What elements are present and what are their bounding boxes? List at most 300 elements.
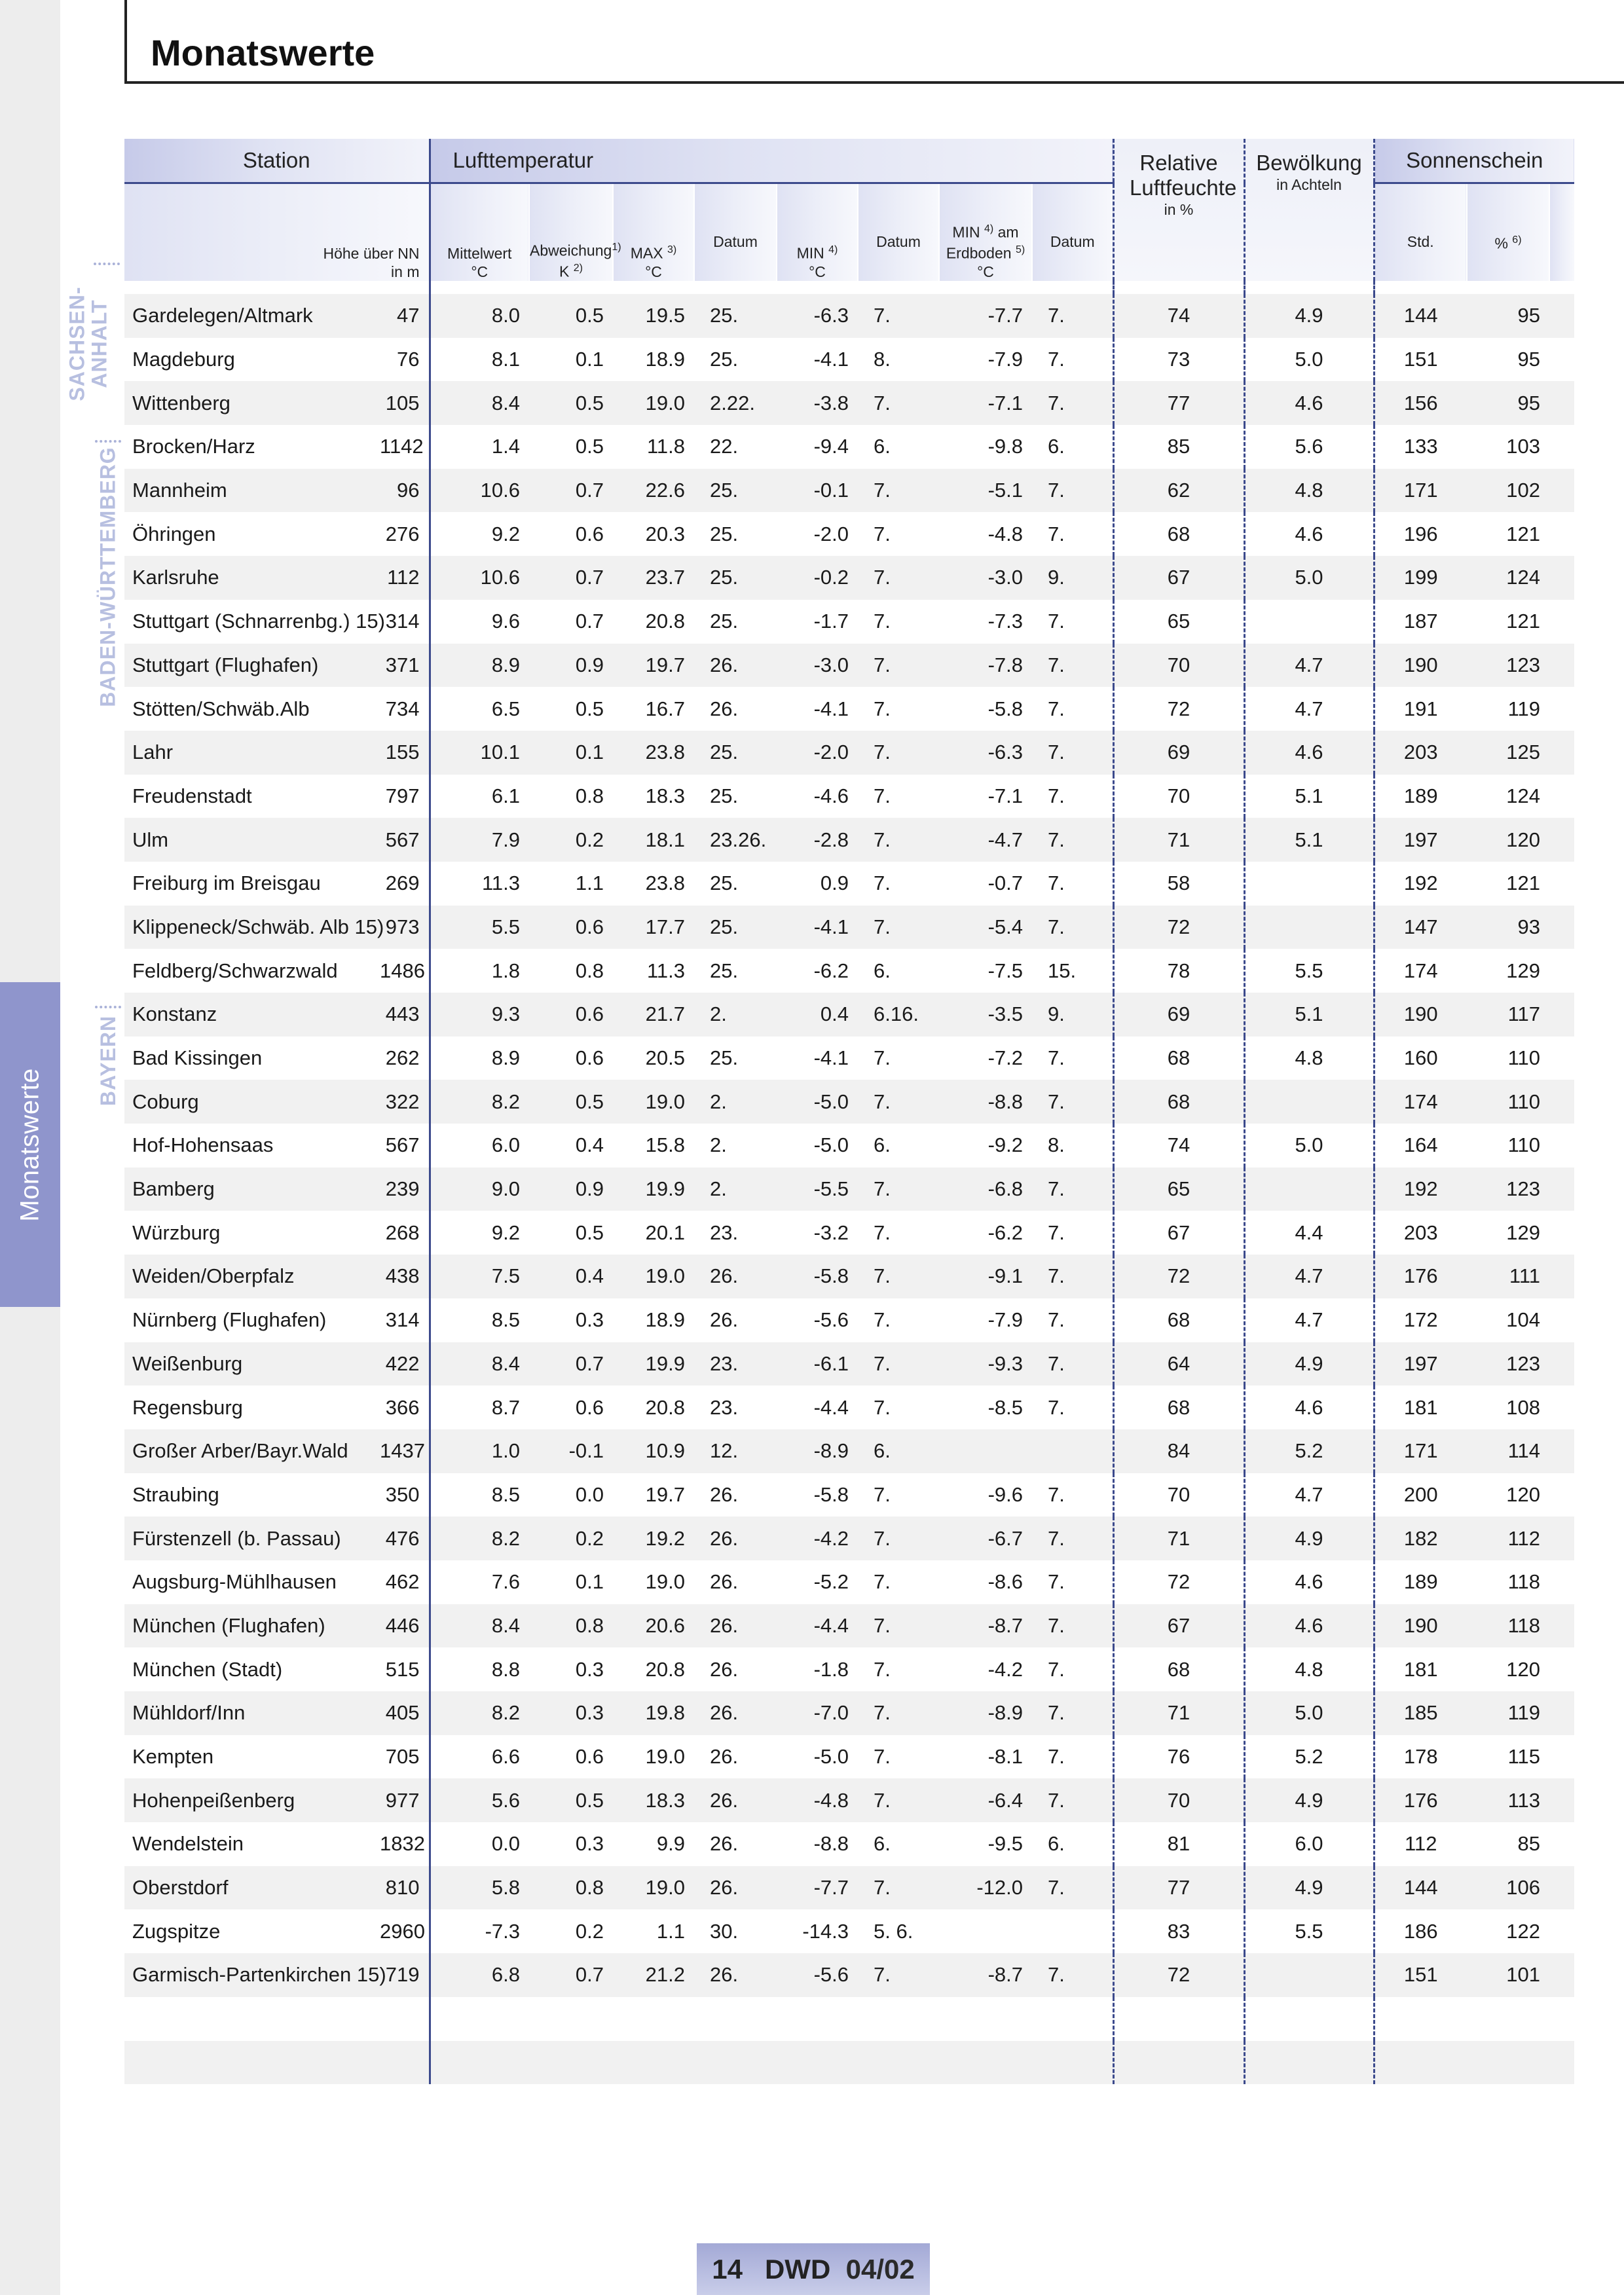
min-datum-value: 7.: [858, 1386, 939, 1429]
abweichung-value: 0.5: [529, 294, 613, 338]
max-datum-value: 2.: [694, 1167, 777, 1211]
erdboden-datum-value: 6.: [1032, 1822, 1113, 1866]
sonnenschein-std-value: 182: [1374, 1516, 1467, 1560]
sonnenschein-std-value: 199: [1374, 556, 1467, 600]
luftfeuchte-value: 72: [1113, 687, 1244, 731]
max-datum-value: 26.: [694, 1953, 777, 1997]
bewoelkung-value: 4.9: [1244, 1778, 1374, 1822]
hoehe-value: 567: [380, 1124, 430, 1167]
empty-row: [124, 2041, 1574, 2085]
erdboden-value: -7.1: [939, 381, 1032, 425]
abweichung-value: 0.1: [529, 731, 613, 775]
min-value: -5.2: [777, 1560, 858, 1604]
mittelwert-value: -7.3: [430, 1909, 529, 1953]
sonnenschein-percent-value: 125: [1467, 731, 1549, 775]
sonnenschein-percent-value: 123: [1467, 644, 1549, 688]
row-filler: [1549, 1647, 1574, 1691]
empty-cell: [1113, 1997, 1244, 2041]
mittelwert-unit: °C: [471, 263, 489, 280]
title-bar: [124, 0, 1624, 84]
max-datum-value: 25.: [694, 512, 777, 556]
station-name: Weißenburg: [124, 1342, 380, 1386]
erdboden-datum-value: 7.: [1032, 338, 1113, 382]
mittelwert-value: 1.4: [430, 425, 529, 469]
erdboden-value: -5.8: [939, 687, 1032, 731]
footer-issue-number: 04/02: [845, 2253, 915, 2285]
sonnenschein-std-value: 172: [1374, 1298, 1467, 1342]
erdboden-value: -6.7: [939, 1516, 1032, 1560]
mittelwert-value: 8.2: [430, 1516, 529, 1560]
sonnenschein-percent-value: 115: [1467, 1735, 1549, 1779]
empty-cell: [124, 2041, 380, 2085]
abweichung-value: 0.9: [529, 1167, 613, 1211]
max-datum-value: 26.: [694, 1735, 777, 1779]
station-name: Stötten/Schwäb.Alb: [124, 687, 380, 731]
sidebar-tab-monatswerte[interactable]: [0, 982, 60, 1307]
hoehe-value: 2960: [380, 1909, 430, 1953]
footnote-marker: 6): [1512, 234, 1522, 246]
sonnenschein-percent-value: 104: [1467, 1298, 1549, 1342]
row-filler: [1549, 1342, 1574, 1386]
luftfeuchte-value: 76: [1113, 1735, 1244, 1779]
mittelwert-value: 10.1: [430, 731, 529, 775]
min-datum-value: 7.: [858, 1953, 939, 1997]
sonnenschein-std-value: 176: [1374, 1255, 1467, 1298]
mittelwert-value: 8.7: [430, 1386, 529, 1429]
bewoelkung-value: 4.7: [1244, 687, 1374, 731]
abweichung-value: 0.2: [529, 1516, 613, 1560]
hoehe-value: 446: [380, 1604, 430, 1648]
erdboden-value: -6.8: [939, 1167, 1032, 1211]
min-value: -5.5: [777, 1167, 858, 1211]
header-lufttemperatur: Lufttemperatur: [430, 139, 1113, 183]
table-row: [124, 949, 1574, 993]
hoehe-value: 314: [380, 1298, 430, 1342]
footnote-marker: 5): [1015, 244, 1025, 256]
region-label: SACHSEN- ANHALT: [65, 286, 111, 401]
bewoelkung-value: 5.0: [1244, 1124, 1374, 1167]
percent-text: %: [1494, 234, 1508, 252]
min-label: [777, 241, 857, 263]
bewoelkung-value: 4.6: [1244, 731, 1374, 775]
luftfeuchte-value: 83: [1113, 1909, 1244, 1953]
sonnenschein-percent-value: 108: [1467, 1386, 1549, 1429]
sonnenschein-percent-value: 122: [1467, 1909, 1549, 1953]
row-filler: [1549, 1080, 1574, 1124]
sonnenschein-percent-value: 118: [1467, 1604, 1549, 1648]
footnote-marker: 4): [984, 223, 994, 234]
footer-publisher: DWD: [764, 2253, 831, 2285]
luftfeuchte-value: 67: [1113, 1604, 1244, 1648]
max-value: 18.3: [613, 775, 694, 818]
min-value: -6.2: [777, 949, 858, 993]
max-value: 18.9: [613, 338, 694, 382]
bewoelkung-value: 5.2: [1244, 1429, 1374, 1473]
erdboden-datum-value: 7.: [1032, 1298, 1113, 1342]
erdboden-value: -5.4: [939, 906, 1032, 949]
sonnenschein-std-value: 147: [1374, 906, 1467, 949]
table-row: [124, 1167, 1574, 1211]
row-filler: [1549, 1560, 1574, 1604]
station-name: Stuttgart (Flughafen): [124, 644, 380, 688]
max-datum-value: 26.: [694, 1473, 777, 1517]
min-value: -4.4: [777, 1604, 858, 1648]
luftfeuchte-value: 74: [1113, 1124, 1244, 1167]
min-value: -4.2: [777, 1516, 858, 1560]
station-name: Brocken/Harz: [124, 425, 380, 469]
sonnenschein-std-value: 164: [1374, 1124, 1467, 1167]
bewoelkung-value: [1244, 1953, 1374, 1997]
sonnenschein-percent-value: 93: [1467, 906, 1549, 949]
min-datum-value: 7.: [858, 469, 939, 513]
abweichung-value: 0.3: [529, 1647, 613, 1691]
luftfeuchte-value: 71: [1113, 1691, 1244, 1735]
header-std: Std.: [1374, 183, 1467, 282]
min-datum-value: 6.: [858, 949, 939, 993]
max-datum-value: 23.: [694, 1386, 777, 1429]
bewoelkung-value: 4.6: [1244, 512, 1374, 556]
sonnenschein-std-value: 156: [1374, 381, 1467, 425]
mittelwert-value: 8.8: [430, 1647, 529, 1691]
hoehe-value: 1832: [380, 1822, 430, 1866]
abweichung-value: 0.7: [529, 1953, 613, 1997]
abweichung-value: 0.6: [529, 512, 613, 556]
max-datum-value: 25.: [694, 556, 777, 600]
min-datum-value: 7.: [858, 1647, 939, 1691]
luftfeuchte-value: 65: [1113, 1167, 1244, 1211]
min-value: -3.0: [777, 644, 858, 688]
row-filler: [1549, 1735, 1574, 1779]
region-label: BAYERN: [96, 1015, 120, 1107]
max-unit: °C: [645, 263, 662, 280]
sonnenschein-std-value: 174: [1374, 1080, 1467, 1124]
empty-cell: [380, 2041, 430, 2085]
header-min: [777, 183, 858, 282]
sonnenschein-percent-value: 113: [1467, 1778, 1549, 1822]
min-value: -4.8: [777, 1778, 858, 1822]
mittelwert-value: 8.1: [430, 338, 529, 382]
abweichung-value: 0.9: [529, 644, 613, 688]
max-datum-value: 25.: [694, 775, 777, 818]
erdboden-value: -6.2: [939, 1211, 1032, 1255]
luftfeuchte-value: 81: [1113, 1822, 1244, 1866]
max-value: 19.9: [613, 1167, 694, 1211]
sonnenschein-std-value: 178: [1374, 1735, 1467, 1779]
header-mittelwert: [430, 183, 529, 282]
min-value: -0.2: [777, 556, 858, 600]
header-hoehe: [124, 183, 430, 282]
sonnenschein-percent-value: 95: [1467, 338, 1549, 382]
erdboden-value: -8.9: [939, 1691, 1032, 1735]
table-row: [124, 381, 1574, 425]
sonnenschein-percent-value: 124: [1467, 556, 1549, 600]
row-filler: [1549, 1604, 1574, 1648]
sonnenschein-std-value: 197: [1374, 818, 1467, 862]
empty-cell: [694, 1997, 777, 2041]
min-datum-value: 6.16.: [858, 993, 939, 1037]
luftfeuchte-value: 68: [1113, 1037, 1244, 1080]
max-value: 19.0: [613, 381, 694, 425]
erdboden-value: -7.3: [939, 600, 1032, 644]
min-value: -2.0: [777, 512, 858, 556]
min-datum-value: 7.: [858, 906, 939, 949]
table-row: [124, 1298, 1574, 1342]
min-value: -3.2: [777, 1211, 858, 1255]
erdboden-datum-value: 7.: [1032, 1080, 1113, 1124]
luftfeuchte-value: 70: [1113, 775, 1244, 818]
table-row: [124, 687, 1574, 731]
hoehe-value: 405: [380, 1691, 430, 1735]
max-datum-value: 22.: [694, 425, 777, 469]
sonnenschein-percent-value: 101: [1467, 1953, 1549, 1997]
max-value: 21.7: [613, 993, 694, 1037]
bewoelkung-value: 5.5: [1244, 1909, 1374, 1953]
station-name: Wendelstein: [124, 1822, 380, 1866]
hoehe-value: 462: [380, 1560, 430, 1604]
row-filler: [1549, 1778, 1574, 1822]
max-datum-value: 25.: [694, 294, 777, 338]
mittelwert-value: 11.3: [430, 862, 529, 906]
min-value: -5.0: [777, 1735, 858, 1779]
max-value: 20.6: [613, 1604, 694, 1648]
empty-cell: [529, 1997, 613, 2041]
min-value: -1.7: [777, 600, 858, 644]
abweichung-value: 0.8: [529, 1604, 613, 1648]
min-datum-value: 7.: [858, 1473, 939, 1517]
max-datum-value: 26.: [694, 644, 777, 688]
station-name: Großer Arber/Bayr.Wald: [124, 1429, 380, 1473]
bewoelkung-value: 4.9: [1244, 294, 1374, 338]
max-datum-value: 25.: [694, 338, 777, 382]
min-datum-value: 7.: [858, 1604, 939, 1648]
hoehe-value: 515: [380, 1647, 430, 1691]
erdboden-datum-value: 7.: [1032, 731, 1113, 775]
bewoelkung-value: 5.6: [1244, 425, 1374, 469]
bewoelkung-value: 4.7: [1244, 1298, 1374, 1342]
sonnenschein-std-value: 112: [1374, 1822, 1467, 1866]
table-row: [124, 1822, 1574, 1866]
min-value: -2.0: [777, 731, 858, 775]
luftfeuchte-value: 74: [1113, 294, 1244, 338]
station-name: Konstanz: [124, 993, 380, 1037]
max-value: 10.9: [613, 1429, 694, 1473]
row-filler: [1549, 1298, 1574, 1342]
row-filler: [1549, 1822, 1574, 1866]
abweichung-value: 0.8: [529, 775, 613, 818]
luftfeuchte-value: 70: [1113, 644, 1244, 688]
erdboden-value: -9.3: [939, 1342, 1032, 1386]
mittelwert-label: Mittelwert: [447, 245, 512, 262]
luftfeuchte-value: 69: [1113, 731, 1244, 775]
sonnenschein-percent-value: 118: [1467, 1560, 1549, 1604]
row-filler: [1549, 1473, 1574, 1517]
erdboden-value: -8.6: [939, 1560, 1032, 1604]
max-value: 19.0: [613, 1866, 694, 1910]
station-name: Weiden/Oberpfalz: [124, 1255, 380, 1298]
row-filler: [1549, 425, 1574, 469]
erdboden-value: [939, 1909, 1032, 1953]
erdboden-datum-value: [1032, 1909, 1113, 1953]
bewoelkung-value: 4.7: [1244, 1473, 1374, 1517]
mittelwert-value: 10.6: [430, 556, 529, 600]
sonnenschein-percent-value: 110: [1467, 1037, 1549, 1080]
station-name: Coburg: [124, 1080, 380, 1124]
table-row: [124, 294, 1574, 338]
hoehe-value: 797: [380, 775, 430, 818]
row-filler: [1549, 1691, 1574, 1735]
abweichung-value: 0.8: [529, 1866, 613, 1910]
min-datum-value: 7.: [858, 862, 939, 906]
max-label: [614, 241, 693, 263]
erdboden-datum-value: 7.: [1032, 1735, 1113, 1779]
erdboden-datum-value: 9.: [1032, 556, 1113, 600]
erdboden-value: -7.2: [939, 1037, 1032, 1080]
mittelwert-value: 6.1: [430, 775, 529, 818]
bewoelkung-value: 4.9: [1244, 1866, 1374, 1910]
min-value: -5.6: [777, 1298, 858, 1342]
sonnenschein-percent-value: 112: [1467, 1516, 1549, 1560]
min-datum-value: 7.: [858, 775, 939, 818]
row-filler: [1549, 1211, 1574, 1255]
bewoelkung-value: 5.0: [1244, 1691, 1374, 1735]
min-datum-value: 7.: [858, 1342, 939, 1386]
min-value: -5.0: [777, 1124, 858, 1167]
sonnenschein-percent-value: 103: [1467, 425, 1549, 469]
erdboden-value: -9.2: [939, 1124, 1032, 1167]
sonnenschein-percent-value: 111: [1467, 1255, 1549, 1298]
mittelwert-value: 8.4: [430, 381, 529, 425]
max-datum-value: 23.: [694, 1211, 777, 1255]
sonnenschein-percent-value: 123: [1467, 1342, 1549, 1386]
min-datum-value: 7.: [858, 600, 939, 644]
abweichung-value: 0.5: [529, 1080, 613, 1124]
luftfeuchte-value: 72: [1113, 906, 1244, 949]
sidebar-tab-label: Monatswerte: [15, 1067, 45, 1222]
sonnenschein-std-value: 196: [1374, 512, 1467, 556]
max-value: 19.2: [613, 1516, 694, 1560]
min-datum-value: 7.: [858, 1516, 939, 1560]
erdboden-value: -6.4: [939, 1778, 1032, 1822]
footnote-marker: 1): [612, 241, 621, 253]
max-datum-value: 26.: [694, 1691, 777, 1735]
row-filler: [1549, 381, 1574, 425]
min-datum-value: 7.: [858, 381, 939, 425]
max-value: 1.1: [613, 1909, 694, 1953]
table-row: [124, 1560, 1574, 1604]
table-row: [124, 1037, 1574, 1080]
region-divider: [95, 440, 121, 443]
empty-cell: [380, 1997, 430, 2041]
header-max-datum: Datum: [694, 183, 777, 282]
luftfeuchte-value: 72: [1113, 1255, 1244, 1298]
min-value: -6.3: [777, 294, 858, 338]
station-name: Zugspitze: [124, 1909, 380, 1953]
station-name: Karlsruhe: [124, 556, 380, 600]
row-filler: [1549, 1516, 1574, 1560]
min-datum-value: 8.: [858, 338, 939, 382]
mittelwert-value: 8.9: [430, 644, 529, 688]
header-filler: [1549, 183, 1574, 282]
empty-cell: [777, 1997, 858, 2041]
erdboden-value: -7.7: [939, 294, 1032, 338]
abweichung-value: 0.5: [529, 425, 613, 469]
min-datum-value: 7.: [858, 687, 939, 731]
min-datum-value: 5. 6.: [858, 1909, 939, 1953]
max-value: 11.8: [613, 425, 694, 469]
station-name: Straubing: [124, 1473, 380, 1517]
bewoelkung-value: 4.6: [1244, 1604, 1374, 1648]
max-datum-value: 25.: [694, 949, 777, 993]
table-row: [124, 731, 1574, 775]
min-value: -3.8: [777, 381, 858, 425]
sonnenschein-percent-value: 110: [1467, 1124, 1549, 1167]
erdboden-value: -0.7: [939, 862, 1032, 906]
mittelwert-value: 6.5: [430, 687, 529, 731]
luftfeuchte-value: 58: [1113, 862, 1244, 906]
max-value: 19.0: [613, 1560, 694, 1604]
relative-luftfeuchte-unit: in %: [1164, 201, 1194, 218]
table-row: [124, 1473, 1574, 1517]
luftfeuchte-value: 62: [1113, 469, 1244, 513]
bewoelkung-value: 5.5: [1244, 949, 1374, 993]
luftfeuchte-value: 68: [1113, 1647, 1244, 1691]
erdboden-value: -9.6: [939, 1473, 1032, 1517]
sonnenschein-std-value: 189: [1374, 1560, 1467, 1604]
erdboden-value: -8.7: [939, 1953, 1032, 1997]
header-percent: [1467, 183, 1549, 282]
max-value: 19.7: [613, 644, 694, 688]
sonnenschein-percent-value: 121: [1467, 600, 1549, 644]
header-max: [613, 183, 694, 282]
empty-cell: [939, 2041, 1032, 2085]
sonnenschein-std-value: 186: [1374, 1909, 1467, 1953]
erdboden-datum-value: 7.: [1032, 1255, 1113, 1298]
region-sachsen-anhalt: [62, 265, 115, 422]
station-name: München (Stadt): [124, 1647, 380, 1691]
row-filler: [1549, 1953, 1574, 1997]
max-value: 18.9: [613, 1298, 694, 1342]
sonnenschein-percent-value: 95: [1467, 381, 1549, 425]
abweichung-value: 0.7: [529, 600, 613, 644]
max-datum-value: 2.: [694, 1080, 777, 1124]
erdboden-datum-value: 7.: [1032, 1778, 1113, 1822]
min-datum-value: 7.: [858, 1298, 939, 1342]
empty-cell: [613, 2041, 694, 2085]
station-name: Klippeneck/Schwäb. Alb 15): [124, 906, 380, 949]
sonnenschein-percent-value: 117: [1467, 993, 1549, 1037]
sonnenschein-percent-value: 120: [1467, 818, 1549, 862]
empty-cell: [1032, 1997, 1113, 2041]
header-relative-luftfeuchte: [1113, 139, 1244, 281]
bewoelkung-value: 4.9: [1244, 1516, 1374, 1560]
erdboden-datum-value: 7.: [1032, 1473, 1113, 1517]
abweichung-value: 1.1: [529, 862, 613, 906]
max-value: 20.3: [613, 512, 694, 556]
luftfeuchte-value: 78: [1113, 949, 1244, 993]
footnote-marker: 3): [667, 244, 677, 256]
footnote-marker: 2): [573, 263, 583, 274]
empty-cell: [1113, 2041, 1244, 2085]
sonnenschein-std-value: 171: [1374, 469, 1467, 513]
table-row: [124, 1691, 1574, 1735]
hoehe-value: 322: [380, 1080, 430, 1124]
station-name: Mühldorf/Inn: [124, 1691, 380, 1735]
hoehe-value: 443: [380, 993, 430, 1037]
hoehe-value: 422: [380, 1342, 430, 1386]
abweichung-value: 0.5: [529, 1211, 613, 1255]
max-datum-value: 2.22.: [694, 381, 777, 425]
sonnenschein-percent-value: 119: [1467, 1691, 1549, 1735]
